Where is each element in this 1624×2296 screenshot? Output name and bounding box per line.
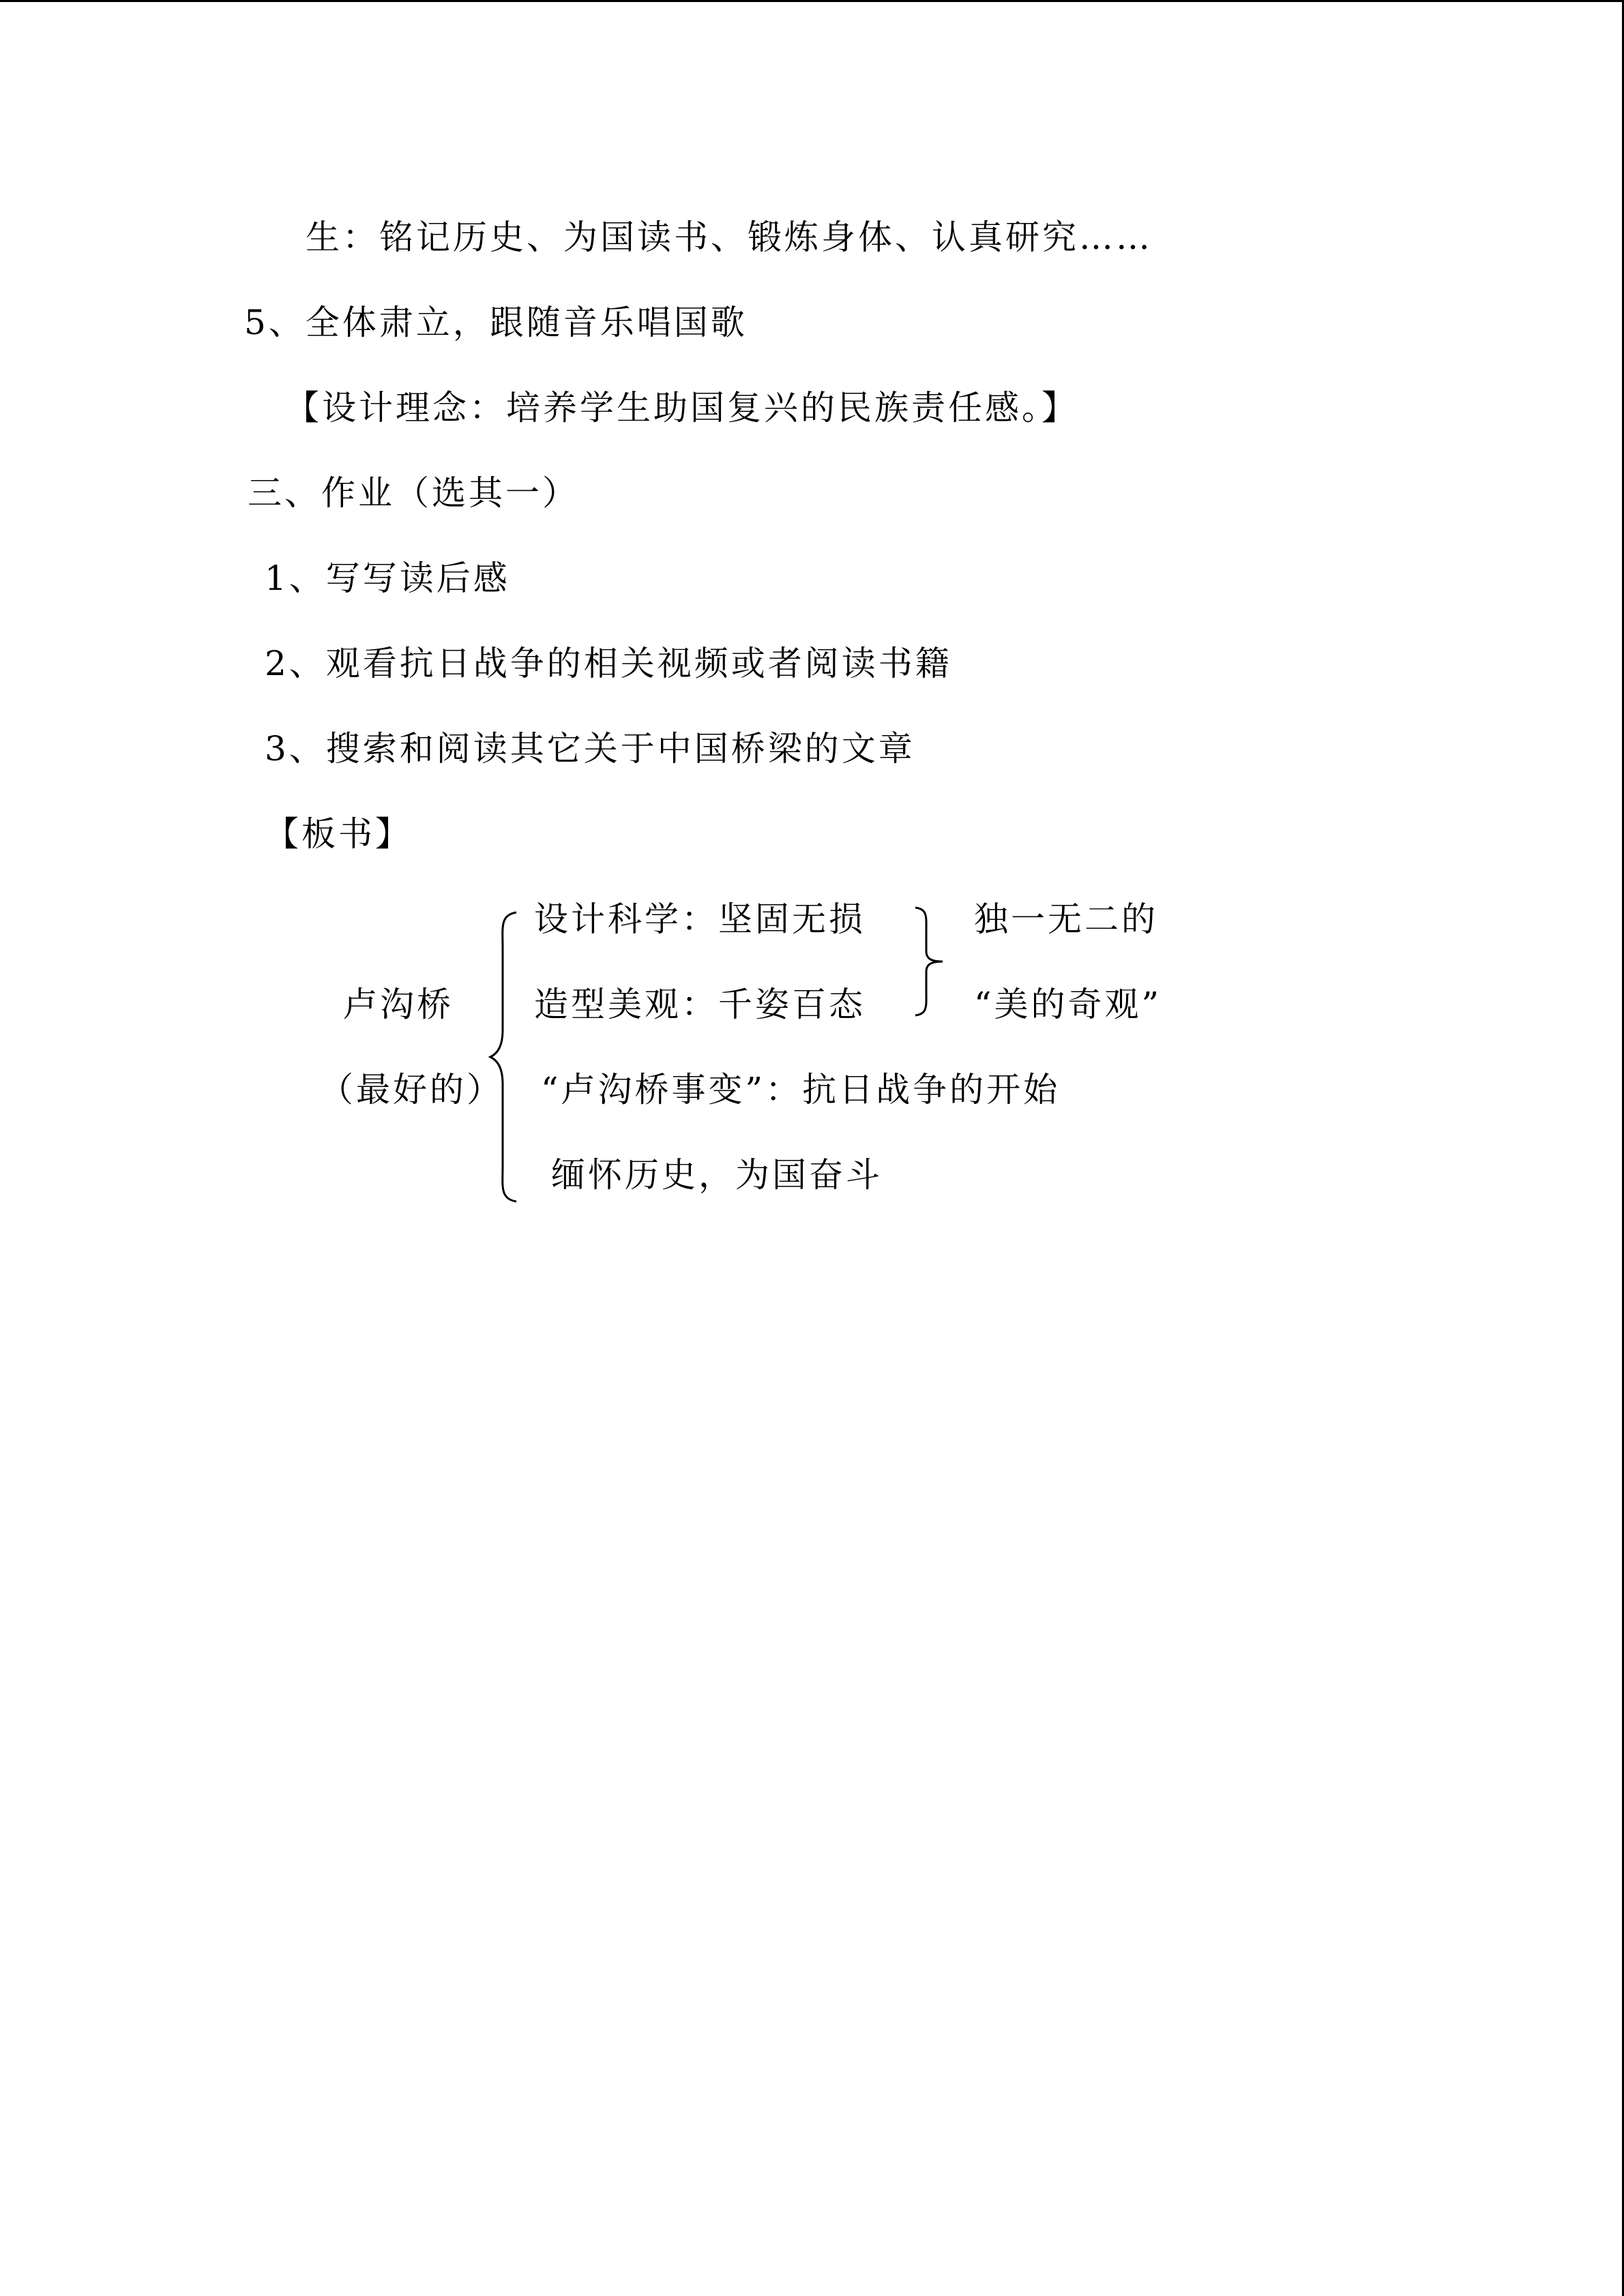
homework-item-3: 3、搜索和阅读其它关于中国桥梁的文章 (265, 729, 915, 769)
student-answer-line: 生：铭记历史、为国读书、锻炼身体、认真研究…… (306, 218, 1153, 257)
board-item-incident: “卢沟桥事变”：抗日战争的开始 (541, 1070, 1061, 1109)
board-subject: 卢沟桥 (343, 985, 454, 1024)
board-item-remember: 缅怀历史，为国奋斗 (551, 1155, 883, 1195)
board-title: 【板书】 (265, 814, 412, 854)
homework-item-1: 1、写写读后感 (265, 558, 510, 598)
board-result-wonder: “美的奇观” (974, 985, 1162, 1024)
page-border-top (0, 0, 1624, 2)
left-curly-brace (488, 907, 522, 1207)
homework-title: 三、作业（选其一） (248, 473, 579, 513)
board-item-shape: 造型美观：千姿百态 (534, 985, 866, 1024)
board-result-unique: 独一无二的 (974, 899, 1158, 939)
board-subject-note: （最好的） (319, 1070, 503, 1109)
board-item-design: 设计科学：坚固无损 (534, 899, 866, 939)
design-note-line: 【设计理念：培养学生助国复兴的民族责任感。】 (285, 388, 1078, 428)
homework-item-2: 2、观看抗日战争的相关视频或者阅读书籍 (265, 644, 952, 683)
step-5-line: 5、全体肃立，跟随音乐唱国歌 (244, 303, 748, 342)
right-curly-brace (913, 904, 947, 1019)
